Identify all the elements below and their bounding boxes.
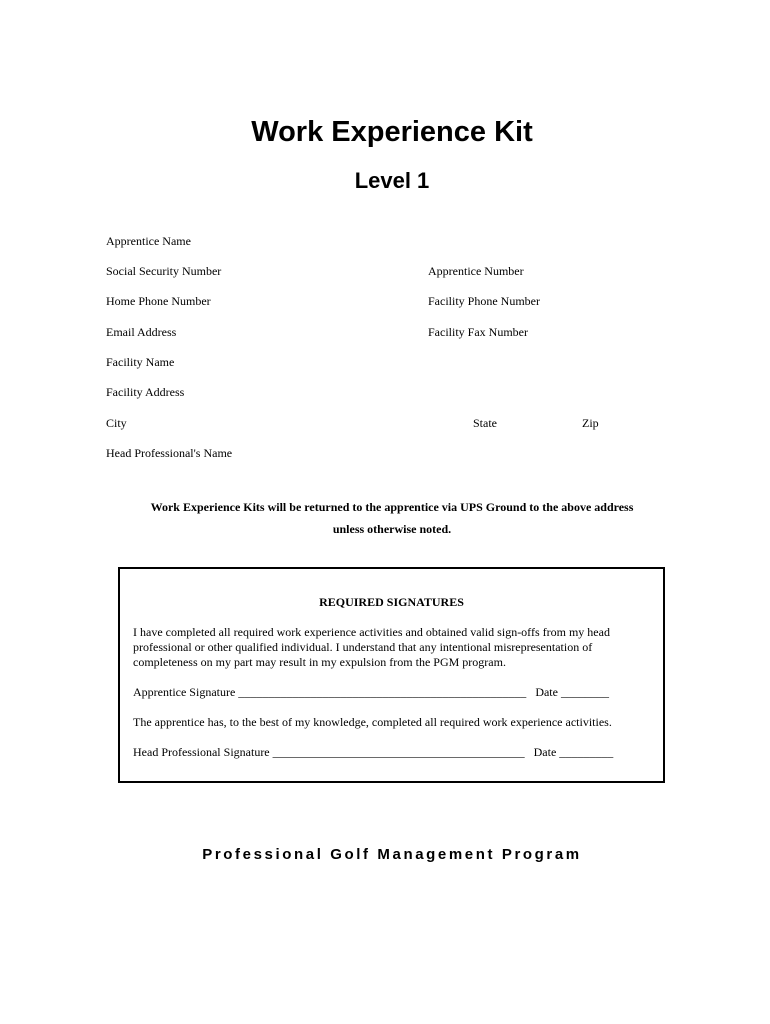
signatures-heading: REQUIRED SIGNATURES	[319, 595, 464, 609]
return-notice-line-1: Work Experience Kits will be returned to the apprentice via UPS Ground to the above address	[150, 500, 634, 514]
email-label: Email Address	[106, 325, 177, 339]
completion-statement: I have completed all required work experience activities and obtained valid sign-offs from my head professional or other qualified individual. I understand that any intentional misrepresentation of completeness on my part may result in my expulsion from the PGM program.	[133, 625, 610, 669]
ssn-label: Social Security Number	[106, 264, 222, 278]
required-signatures-box	[118, 567, 665, 783]
head-pro-date-label: Date _________	[533, 745, 614, 759]
return-notice-line-2: unless otherwise noted.	[332, 522, 452, 536]
program-footer: Professional Golf Management Program	[202, 846, 582, 863]
page-title: Work Experience Kit	[251, 116, 533, 148]
apprentice-signature-label: Apprentice Signature ________________________________________________	[133, 685, 527, 699]
facility-fax-label: Facility Fax Number	[428, 325, 528, 339]
facility-name-label: Facility Name	[106, 355, 175, 369]
facility-address-label: Facility Address	[106, 385, 185, 399]
apprentice-number-label: Apprentice Number	[428, 264, 524, 278]
state-label: State	[473, 416, 497, 430]
page-subtitle: Level 1	[354, 168, 430, 193]
zip-label: Zip	[582, 416, 599, 430]
attestation-statement: The apprentice has, to the best of my knowledge, completed all required work experience activities.	[133, 715, 612, 729]
head-pro-signature-line	[133, 745, 613, 760]
city-label: City	[106, 416, 127, 430]
apprentice-signature-line	[133, 685, 609, 700]
apprentice-date-label: Date ________	[535, 685, 609, 699]
head-professional-name-label: Head Professional's Name	[106, 446, 233, 460]
facility-phone-label: Facility Phone Number	[428, 294, 540, 308]
home-phone-label: Home Phone Number	[106, 294, 211, 308]
apprentice-name-label: Apprentice Name	[106, 234, 191, 248]
head-pro-signature-label: Head Professional Signature __________________________________________	[133, 745, 525, 759]
